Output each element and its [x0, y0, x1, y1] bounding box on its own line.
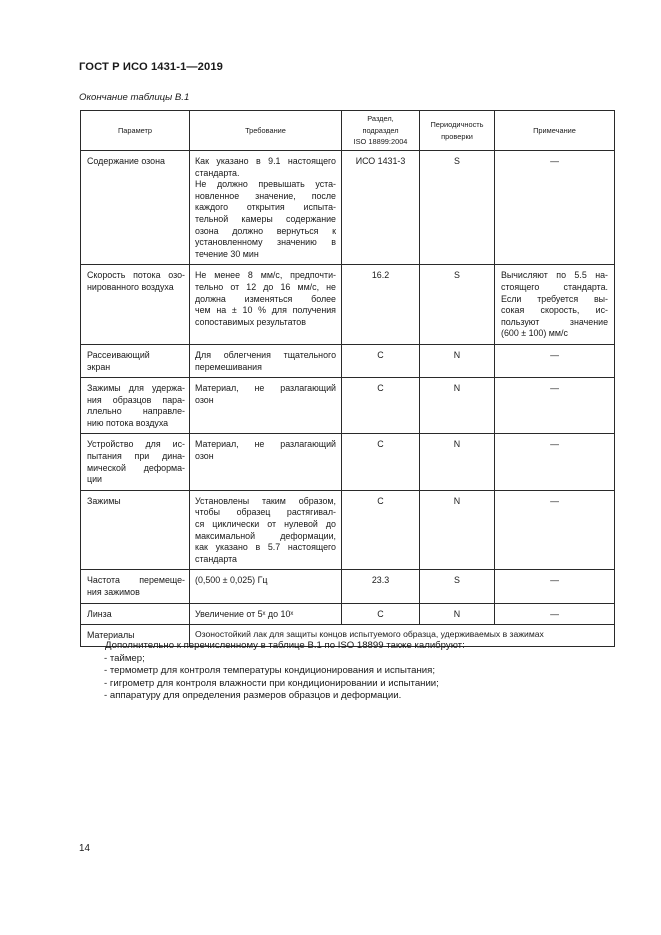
cell-line: мической деформа- [87, 462, 185, 473]
cell-line: — [550, 439, 559, 450]
cell-note [495, 378, 615, 434]
cell-line: перемешивания [195, 361, 262, 372]
table-row [81, 490, 615, 570]
cell-line: новленное значение, после [195, 190, 336, 201]
cell-line: Не должно превышать уста- [195, 179, 336, 190]
cell-line: Устройство для ис- [87, 439, 185, 450]
cell-line: озон [195, 394, 214, 405]
cell-parameter [81, 434, 190, 490]
cell-line: тельной камеры содержание [195, 213, 336, 224]
cell-requirement [190, 378, 342, 434]
cell-section: C [342, 434, 420, 490]
cell-section: 23.3 [342, 570, 420, 603]
cell-parameter: Материалы [81, 625, 190, 647]
cell-line: экран [87, 361, 111, 372]
cell-line: — [550, 608, 559, 619]
column-header-line: Раздел, [367, 114, 394, 124]
cell-line: каждого открытия испыта- [195, 202, 336, 213]
cell-note [495, 151, 615, 265]
cell-parameter [81, 570, 190, 603]
cell-section: C [342, 344, 420, 377]
cell-periodicity: N [420, 344, 495, 377]
cell-periodicity: S [420, 570, 495, 603]
table-caption: Окончание таблицы В.1 [79, 92, 190, 103]
cell-line: течение 30 мин [195, 248, 259, 259]
cell-requirement [190, 603, 342, 625]
cell-line: тельно от 12 до 16 мм/с, не [195, 281, 336, 292]
cell-line: ции [87, 474, 102, 485]
cell-periodicity: N [420, 378, 495, 434]
cell-note [495, 265, 615, 345]
cell-line: ния образцов пара- [87, 394, 185, 405]
cell-line: Зажимы [87, 495, 121, 506]
cell-section: C [342, 603, 420, 625]
calibration-list [105, 640, 465, 703]
cell-parameter [81, 603, 190, 625]
table-row [81, 378, 615, 434]
cell-note [495, 603, 615, 625]
cell-line: Как указано в 9.1 настоящего [195, 156, 336, 166]
cell-note [495, 570, 615, 603]
cell-line: Зажимы для удержа- [87, 383, 185, 394]
cell-periodicity: N [420, 603, 495, 625]
cell-section: ИСО 1431-3 [342, 151, 420, 265]
table-row [81, 570, 615, 603]
cell-line: Рассеивающий [87, 349, 150, 360]
cell-note [495, 434, 615, 490]
cell-line: нию потока воздуха [87, 417, 169, 428]
cell-line: должна изменяться более [195, 293, 336, 304]
column-header-requirement [190, 111, 342, 151]
table-row [81, 434, 615, 490]
cell-line: сопоставимых результатов [195, 316, 306, 327]
calibration-table [80, 110, 615, 647]
cell-requirement [190, 434, 342, 490]
column-header-section [342, 111, 420, 151]
cell-section: 16.2 [342, 265, 420, 345]
calibration-item: - таймер; [104, 652, 145, 664]
cell-line: пользуют значение [501, 316, 608, 327]
cell-line: — [550, 495, 559, 506]
cell-line: Если требуется вы- [501, 293, 608, 304]
document-header: ГОСТ Р ИСО 1431-1—2019 [79, 61, 223, 73]
cell-line: Частота перемеще- [87, 575, 185, 586]
calibration-item: - гигрометр для контроля влажности при кондиционировании и испытании; [104, 677, 439, 689]
column-header-line: Параметр [117, 125, 153, 135]
cell-parameter [81, 265, 190, 345]
cell-line: пытания при дина- [87, 451, 185, 462]
cell-requirement [190, 265, 342, 345]
cell-line: Установлены таким образом, [195, 495, 336, 506]
cell-line: озона должно вернуться к [195, 225, 336, 236]
column-header-line: Периодичность [430, 120, 484, 130]
cell-parameter [81, 344, 190, 377]
column-header-line: Требование [245, 125, 286, 135]
column-header-periodicity [420, 111, 495, 151]
cell-line: Вычисляют по 5.5 на- [501, 270, 608, 281]
cell-line: — [550, 383, 559, 394]
column-header-line: ISO 18899:2004 [353, 137, 408, 147]
table-row [81, 151, 615, 265]
cell-line: Линза [87, 608, 112, 619]
table-header-row [81, 111, 615, 151]
cell-merged-note: Озоностойкий лак для защиты концов испытуемого образца, удерживаемых в зажимах [190, 625, 615, 647]
cell-line: ся циклически от нулевой до [195, 519, 336, 530]
cell-line: Материал, не разлагающий [195, 383, 336, 394]
cell-parameter [81, 151, 190, 265]
page-number: 14 [79, 843, 90, 854]
calibration-intro: Дополнительно к перечисленному в таблице В.1 по ISO 18899 также калибруют: [105, 640, 465, 651]
cell-line: Скорость потока озо- [87, 270, 185, 281]
cell-line: чем на ± 10 % для получения [195, 305, 336, 316]
cell-periodicity: S [420, 265, 495, 345]
cell-line: — [550, 575, 559, 586]
cell-requirement [190, 151, 342, 265]
cell-line: Увеличение от 5ˣ до 10ˣ [195, 608, 294, 619]
cell-line: Не менее 8 мм/с, предпочти- [195, 270, 336, 281]
cell-line: ллельно направле- [87, 406, 185, 417]
column-header-line: подраздел [362, 125, 399, 135]
cell-line: (0,500 ± 0,025) Гц [195, 575, 268, 586]
cell-line: Материал, не разлагающий [195, 439, 336, 450]
cell-line: установленному значению в [195, 237, 336, 248]
table-row [81, 344, 615, 377]
cell-line: (600 ± 100) мм/с [501, 328, 568, 339]
cell-periodicity: N [420, 434, 495, 490]
cell-section: C [342, 378, 420, 434]
cell-periodicity: N [420, 490, 495, 570]
calibration-item: - термометр для контроля температуры кондиционирования и испытания; [104, 665, 436, 677]
cell-line: Содержание озона [87, 156, 165, 166]
cell-line: чтобы образец растягивал- [195, 507, 336, 518]
cell-line: ния зажимов [87, 587, 140, 597]
cell-note [495, 344, 615, 377]
cell-line: Для облегчения тщательного [195, 349, 336, 360]
column-header-parameter [81, 111, 190, 151]
cell-line: сокая скорость, ис- [501, 305, 608, 316]
cell-line: нированного воздуха [87, 281, 174, 292]
cell-line: озон [195, 451, 214, 462]
cell-line: максимальной деформации, [195, 530, 336, 541]
cell-line: стоящего стандарта. [501, 281, 608, 292]
table-row [81, 265, 615, 345]
cell-parameter [81, 378, 190, 434]
cell-requirement [190, 570, 342, 603]
table-row [81, 603, 615, 625]
cell-parameter [81, 490, 190, 570]
cell-periodicity: S [420, 151, 495, 265]
cell-line: — [550, 156, 559, 166]
column-header-note [495, 111, 615, 151]
table-body [81, 151, 615, 647]
column-header-line: Примечание [533, 125, 576, 135]
cell-note [495, 490, 615, 570]
calibration-item: - аппаратуру для определения размеров образцов и деформации. [104, 690, 402, 702]
cell-section: C [342, 490, 420, 570]
cell-line: стандарта. [195, 167, 240, 178]
cell-line: — [550, 349, 559, 360]
cell-requirement [190, 490, 342, 570]
cell-line: как указано в 5.7 настоящего [195, 542, 336, 553]
cell-requirement [190, 344, 342, 377]
column-header-line: проверки [441, 131, 473, 141]
cell-line: стандарта [195, 553, 237, 564]
